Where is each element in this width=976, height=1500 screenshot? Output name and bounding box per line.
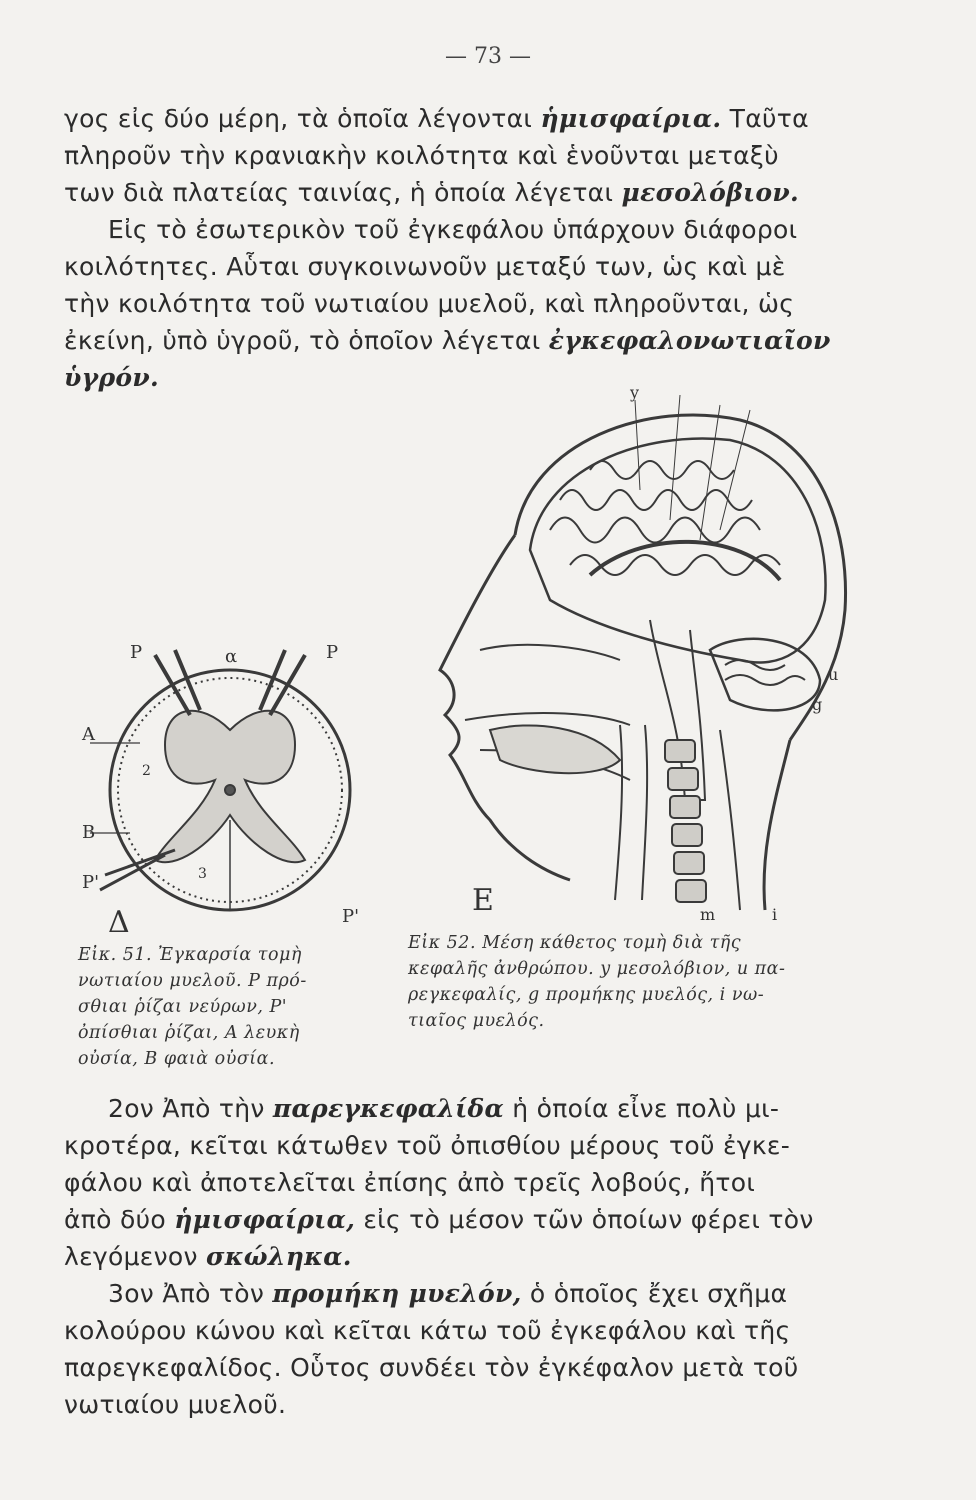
- fig52-label-y: y: [630, 383, 640, 402]
- caption-line: νωτιαίου μυελοῦ. P πρό-: [78, 971, 307, 991]
- text-line: [64, 285, 844, 322]
- text-line: [64, 1164, 844, 1201]
- text-run: ὁ ὁποῖος ἔχει σχῆμα: [521, 1279, 788, 1308]
- caption-line: ὀπίσθιαι ῥίζαι, A λευκὴ: [78, 1023, 300, 1043]
- text-run: 3ον Ἀπὸ τὸν: [108, 1279, 273, 1308]
- fig51-label-2: 2: [142, 763, 151, 779]
- text-line: [64, 1201, 844, 1238]
- text-run: κοιλότητες. Αὗται συγκοινωνοῦν μεταξύ των, ὡς καὶ μὲ: [64, 252, 786, 281]
- emphasized-term: προμήκη μυελόν,: [272, 1279, 522, 1308]
- text-run: φάλου καὶ ἀποτελεῖται ἐπίσης ἀπὸ τρεῖς λοβούς, ἤτοι: [64, 1168, 756, 1197]
- text-run: Εἰς τὸ ἐσωτερικὸν τοῦ ἐγκεφάλου ὑπάρχουν διάφοροι: [108, 215, 798, 244]
- text-line: [64, 1275, 844, 1312]
- text-run: λεγόμενον: [64, 1242, 206, 1271]
- paragraph-bottom: [64, 1090, 844, 1423]
- caption-line: ρεγκεφαλίς, g προμήκης μυελός, i νω-: [408, 985, 765, 1005]
- fig51-label-P-left: P: [130, 642, 143, 663]
- fig51-label-a: α: [225, 646, 238, 667]
- text-run: Ταῦτα: [721, 104, 809, 133]
- text-run: γος εἰς δύο μέρη, τὰ ὁποῖα λέγονται: [64, 104, 541, 133]
- figure-51-spinal-cord-section: [80, 640, 380, 940]
- emphasized-term: σκώληκα.: [206, 1242, 352, 1271]
- fig51-label-Pprime-right: P': [342, 906, 360, 927]
- emphasized-term: ἡμισφαίρια,: [174, 1205, 356, 1234]
- text-line: [64, 100, 844, 137]
- text-run: 2ον Ἀπὸ τὴν: [108, 1094, 273, 1123]
- text-run: ἡ ὁποία εἶνε πολὺ μι-: [504, 1094, 780, 1123]
- emphasized-term: μεσολόβιον.: [621, 178, 799, 207]
- text-run: τὴν κοιλότητα τοῦ νωτιαίου μυελοῦ, καὶ πληροῦνται, ὡς: [64, 289, 795, 318]
- caption-line: κεφαλῆς ἀνθρώπου. y μεσολόβιον, u πα-: [408, 959, 786, 979]
- fig51-label-3: 3: [198, 866, 207, 882]
- text-line: [64, 174, 844, 211]
- fig52-label-E: E: [472, 883, 494, 918]
- emphasized-term: παρεγκεφαλίδα: [272, 1094, 505, 1123]
- text-line: [64, 322, 844, 359]
- fig52-label-g: g: [812, 695, 823, 714]
- text-run: των διὰ πλατείας ταινίας, ἡ ὁποία λέγεται: [64, 178, 622, 207]
- text-line: [64, 137, 844, 174]
- text-line: [64, 1090, 844, 1127]
- text-line: [64, 211, 844, 248]
- figure-52-head-section: [420, 380, 860, 920]
- figure-52-caption: [408, 930, 858, 1034]
- caption-line: οὐσία, B φαιὰ οὐσία.: [78, 1049, 276, 1069]
- fig51-label-A: A: [82, 724, 95, 745]
- text-line: [64, 1349, 844, 1386]
- caption-line: σθιαι ῥίζαι νεύρων, P': [78, 997, 288, 1017]
- text-run: παρεγκεφαλίδος. Οὗτος συνδέει τὸν ἐγκέφαλον μετὰ τοῦ: [64, 1353, 799, 1382]
- text-line: [64, 1127, 844, 1164]
- emphasized-term: ἐγκεφαλονωτιαῖον: [548, 326, 831, 355]
- text-run: κροτέρα, κεῖται κάτωθεν τοῦ ὀπισθίου μέρους τοῦ ἐγκε-: [64, 1131, 791, 1160]
- fig52-label-i: i: [772, 905, 778, 920]
- caption-line: Εἰκ. 51. Ἐγκαρσία τομὴ: [78, 945, 302, 965]
- text-run: ἐκείνη, ὑπὸ ὑγροῦ, τὸ ὁποῖον λέγεται: [64, 326, 549, 355]
- caption-line: Εἰκ 52. Μέση κάθετος τομὴ διὰ τῆς: [408, 933, 742, 953]
- emphasized-term: ὑγρόν.: [64, 363, 160, 392]
- text-run: πληροῦν τὴν κρανιακὴν κοιλότητα καὶ ἑνοῦνται μεταξὺ: [64, 141, 779, 170]
- text-run: εἰς τὸ μέσον τῶν ὁποίων φέρει τὸν: [355, 1205, 814, 1234]
- figure-51-caption: [78, 942, 398, 1072]
- emphasized-term: ἡμισφαίρια.: [540, 104, 722, 133]
- fig52-label-u: u: [828, 665, 839, 684]
- text-run: ἀπὸ δύο: [64, 1205, 175, 1234]
- fig51-label-P-right: P: [326, 642, 339, 663]
- caption-line: τιαῖος μυελός.: [408, 1011, 545, 1031]
- paragraph-top: [64, 100, 844, 396]
- fig51-label-Pprime-left: P': [82, 872, 100, 893]
- text-run: νωτιαίου μυελοῦ.: [64, 1390, 287, 1419]
- text-line: [64, 1386, 844, 1423]
- fig51-label-B: B: [82, 822, 96, 843]
- text-run: κολούρου κώνου καὶ κεῖται κάτω τοῦ ἐγκεφάλου καὶ τῆς: [64, 1316, 791, 1345]
- text-line: [64, 1312, 844, 1349]
- text-line: [64, 1238, 844, 1275]
- fig51-label-Delta: Δ: [108, 905, 130, 940]
- text-line: [64, 248, 844, 285]
- page-number: — 73 —: [445, 44, 531, 69]
- fig52-label-m: m: [700, 905, 716, 920]
